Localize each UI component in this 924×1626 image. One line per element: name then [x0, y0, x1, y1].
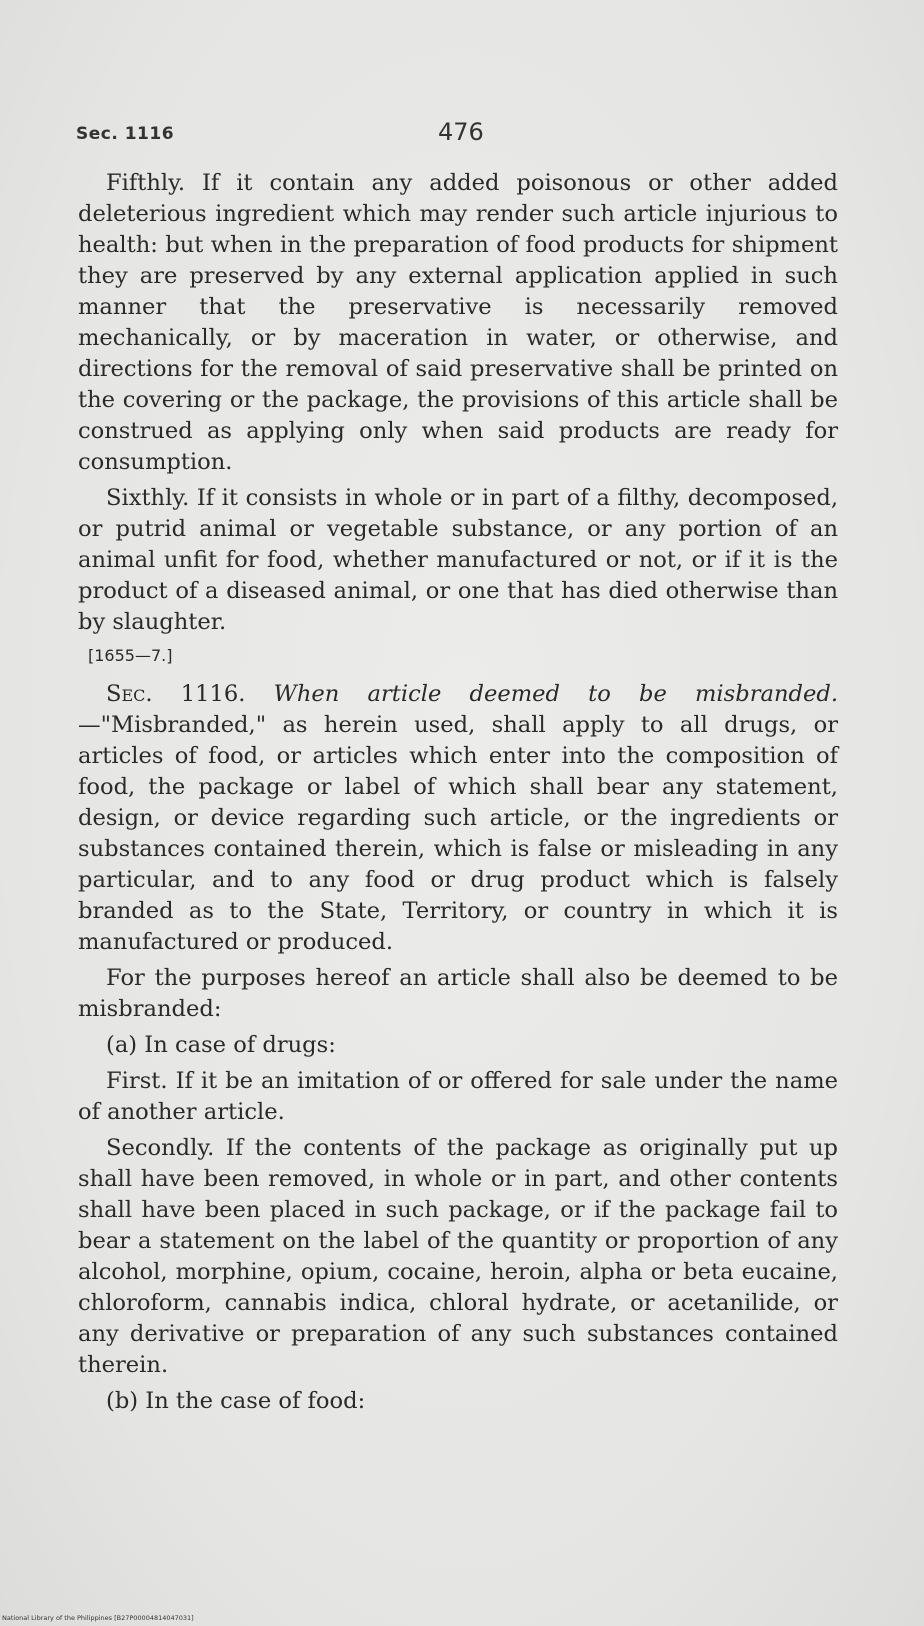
paragraph-food-heading: (b) In the case of food:: [106, 1388, 366, 1414]
page-header: [76, 118, 836, 148]
section-number: Sec. 1116.: [106, 681, 246, 707]
reference-note: [1655—7.]: [88, 646, 173, 665]
section-title: When article deemed to be misbranded.: [273, 681, 839, 707]
paragraph-secondly: Secondly. If the contents of the package as originally put up shall have been removed, in whole or in part, and other contents shall have been placed in such package, or if the package fail to bear a statement on the label of the quantity or proportion of any alcohol, morphine, opium, cocaine, heroin, alpha or beta eucaine, chloroform, cannabis indica, chloral hydrate, or acetanilide, or any derivative or preparation of any such substances contained therein.: [78, 1135, 838, 1378]
paragraph-drugs-heading: (a) In case of drugs:: [106, 1032, 336, 1058]
paragraph-purposes: For the purposes hereof an article shall also be deemed to be misbranded:: [78, 965, 838, 1022]
paragraph-section-1116: [78, 679, 838, 958]
footer-credit: National Library of the Philippines [B27P00004814047031]: [2, 1614, 194, 1622]
page-number: 476: [438, 118, 484, 146]
body-text: [78, 168, 838, 1422]
section-text: —"Misbranded," as herein used, shall apply to all drugs, or articles of food, or articles which enter into the composition of food, the package or label of which shall bear any statement, design, or device regarding such article, or the ingredients or substances contained therein, which is false or misleading in any particular, and to any food or drug product which is falsely branded as to the State, Territory, or country in which it is manufactured or produced.: [78, 712, 838, 955]
paragraph-fifthly: Fifthly. If it contain any added poisonous or other added deleterious ingredient which may render such article injurious to health: but when in the preparation of food products for shipment they are preserved by any external application applied in such manner that the preservative is necessarily removed mechanically, or by maceration in water, or otherwise, and directions for the removal of said preservative shall be printed on the covering or the package, the provisions of this article shall be construed as applying only when said products are ready for consumption.: [78, 170, 838, 475]
paragraph-first: First. If it be an imitation of or offered for sale under the name of another article.: [78, 1068, 838, 1125]
paragraph-sixthly: Sixthly. If it consists in whole or in part of a filthy, decomposed, or putrid animal or vegetable substance, or any portion of an animal unfit for food, whether manufactured or not, or if it is the product of a diseased animal, or one that has died otherwise than by slaughter.: [78, 485, 838, 635]
section-label: Sec. 1116: [76, 124, 175, 144]
